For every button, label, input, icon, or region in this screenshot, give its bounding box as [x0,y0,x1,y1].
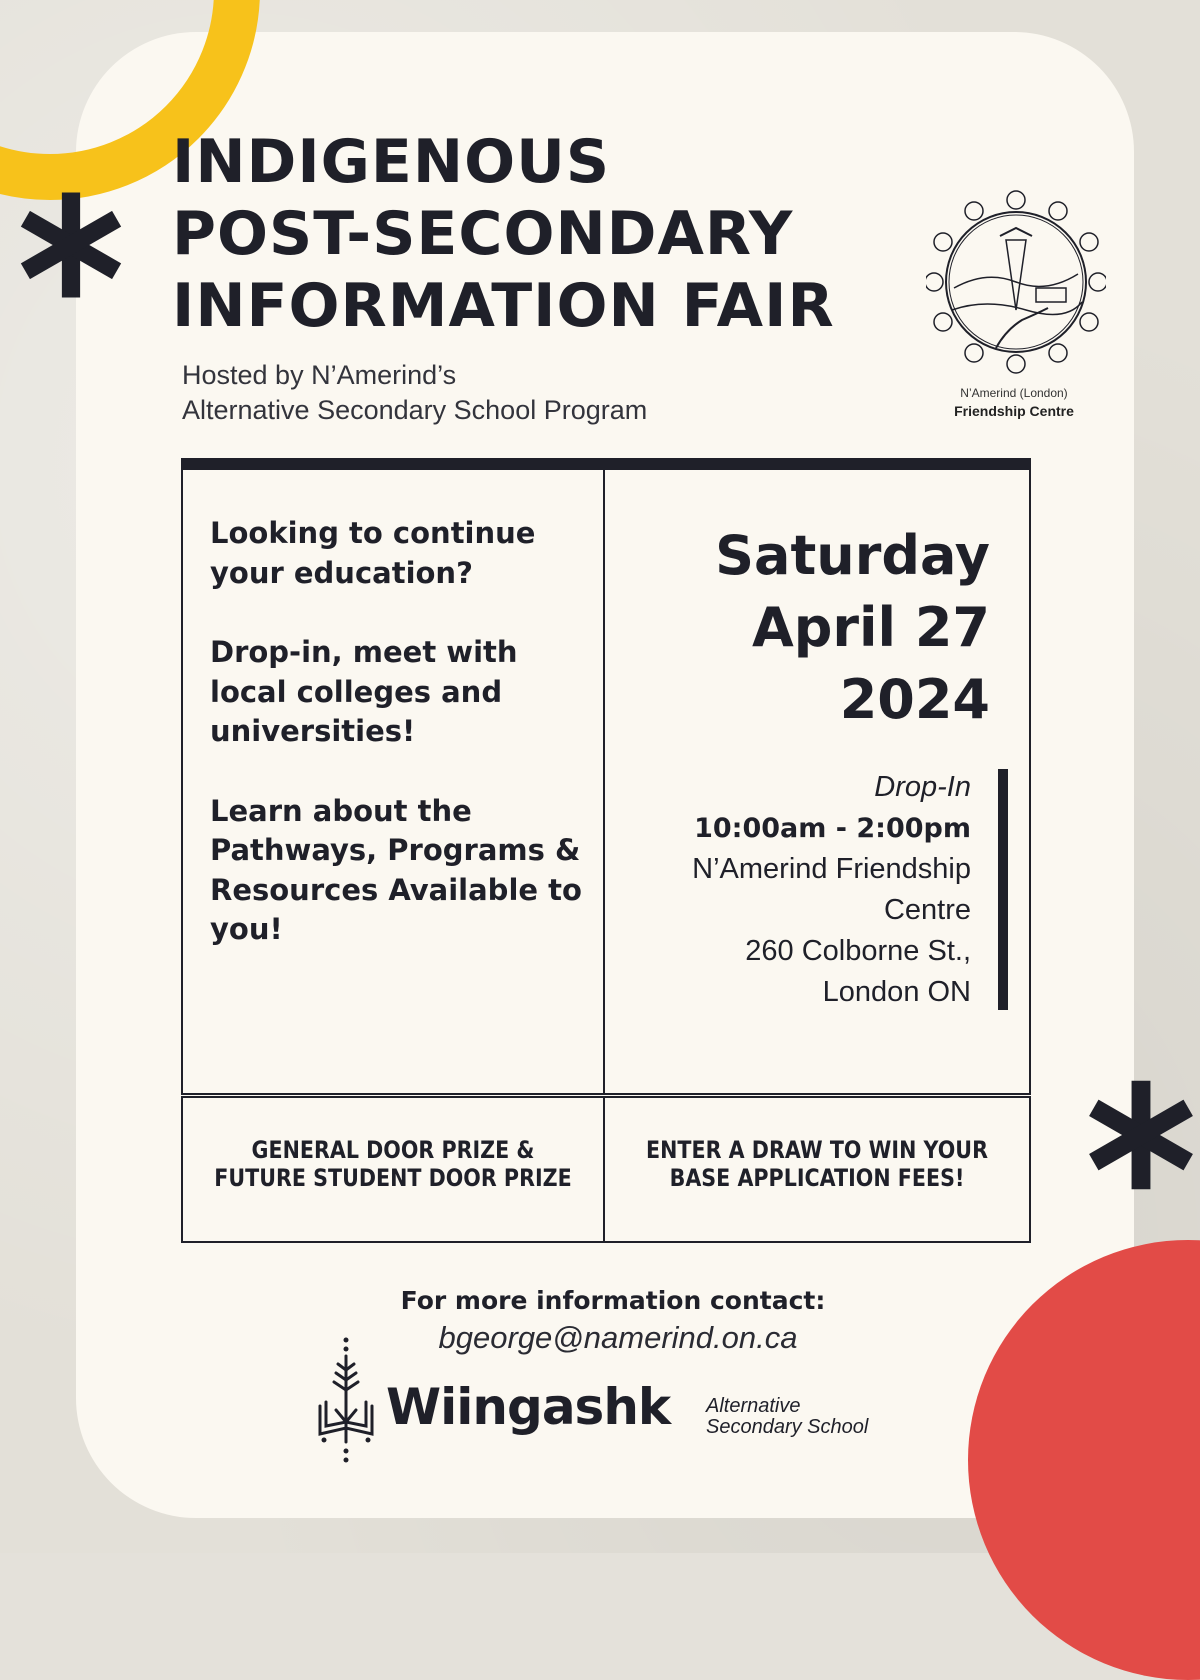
subtitle-line: Hosted by N’Amerind’s [182,360,457,390]
door-prize-text [211,1136,576,1192]
school-name: Wiingashk [386,1378,671,1436]
asterisk-icon-right [1082,1076,1200,1194]
logo-caption-line2: Friendship Centre [954,403,1074,419]
contact-email-link[interactable]: bgeorge@namerind.on.ca [438,1320,798,1355]
event-date [715,520,990,736]
venue-line: N’Amerind Friendship [692,853,971,885]
address-line: 260 Colborne St., [745,935,971,967]
info-text [210,514,590,990]
info-paragraph: Drop-in, meet with local colleges and universities! [210,635,518,748]
contact-heading: For more information contact: [400,1286,826,1315]
date-line: 2024 [839,668,990,731]
dropin-label: Drop-In [874,771,971,803]
prize-line: BASE APPLICATION FEES! [669,1164,965,1192]
wiingashk-plant-book-icon [312,1336,382,1466]
prize-line: FUTURE STUDENT DOOR PRIZE [214,1164,572,1192]
subtitle-line: Alternative Secondary School Program [182,395,648,425]
prize-line: GENERAL DOOR PRIZE & [251,1136,535,1164]
info-paragraph: Learn about the Pathways, Programs & Resources Available to you! [210,793,582,946]
host-subtitle [182,358,647,428]
school-sub-line: Alternative [706,1395,801,1417]
draw-text [633,1136,1001,1192]
asterisk-icon-left [14,188,128,302]
date-line: April 27 [751,596,990,659]
venue-line: Centre [883,894,971,926]
prize-line: ENTER A DRAW TO WIN YOUR [646,1136,988,1164]
date-line: Saturday [715,524,990,587]
address-line: London ON [822,976,971,1008]
event-details [692,767,971,1013]
details-accent-bar [998,769,1008,1010]
school-sub-line: Secondary School [706,1416,869,1438]
logo-caption-line1: N’Amerind (London) [960,386,1068,400]
title-line: INDIGENOUS [172,127,611,197]
school-subtitle [706,1396,868,1438]
logo-caption [906,386,1122,419]
title-line: INFORMATION FAIR [172,271,835,341]
friendship-centre-logo-icon [926,170,1106,380]
title-line: POST-SECONDARY [172,199,794,269]
event-time: 10:00am - 2:00pm [694,813,971,844]
page-title [172,126,835,342]
info-paragraph: Looking to continue your education? [210,516,536,590]
